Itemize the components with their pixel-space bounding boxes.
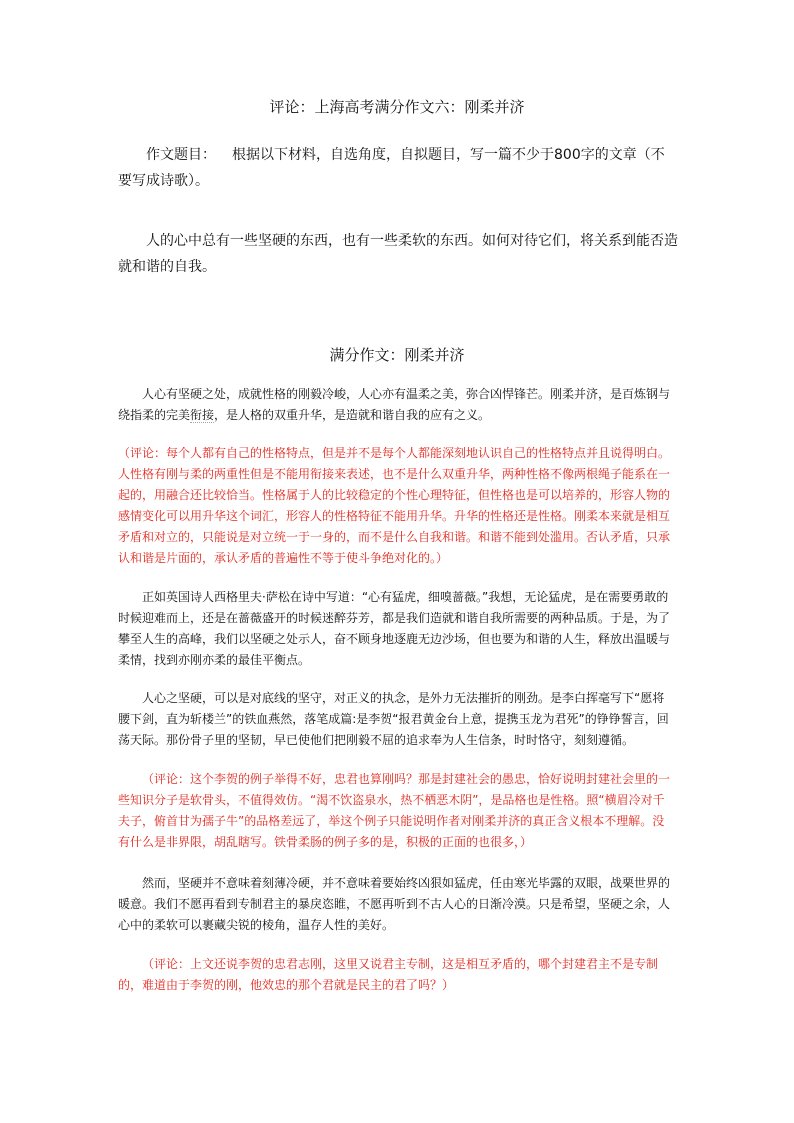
- paragraph-1-text-b: ，是人格的双重升华，是造就和谐自我的应有之义。: [214, 408, 491, 422]
- essay-paragraph-4: 然而，坚硬并不意味着刻薄冷硬，并不意味着要始终凶狠如猛虎，任由寒光毕露的双眼，战栗世界的暖意。我们不愿再看到专制君主的暴戾恣睢，不愿再听到不古人心的日渐冷漠。只是希望，坚硬之余，人心中的柔软可以裹藏尖锐的棱角，温存人性的美好。: [118, 876, 671, 932]
- prompt-material: 人的心中总有一些坚硬的东西，也有一些柔软的东西。如何对待它们，将关系到能否造就和谐的自我。: [118, 233, 678, 275]
- page-title: 评论：上海高考满分作文六：刚柔并济: [269, 98, 525, 116]
- essay-paragraph-1: [118, 384, 676, 426]
- comment-1: （评论：每个人都有自己的性格特点，但是并不是每个人都能深刻地认识自己的性格特点并且说得明白。人性格有刚与柔的两重性但是不能用衔接来表述，也不是什么双重升华，两种性格不像两根绳子能系在一起的，用融合还比较恰当。性格属于人的比较稳定的个性心理特征，但性格也是可以培养的，形容人物的感情变化可以用升华这个词汇，形容人的性格特征不能用升华。升华的性格还是性格。刚柔本来就是相互矛盾和对立的，只能说是对立统一于一身的，而不是什么自我和谐。和谐不能到处滥用。否认矛盾，只承认和谐是片面的，承认矛盾的普遍性不等于使斗争绝对化的。）: [118, 446, 671, 565]
- paragraph-1-text-a: 人心有坚硬之处，成就性格的刚毅冷峻，人心亦有温柔之美，弥合凶悍锋芒。刚柔并济，是百炼钢与绕指柔的完美: [118, 387, 671, 422]
- prompt-text: 根据以下材料，自选角度，自拟题目，写一篇不少于800字的文章（不要写成诗歌）。: [118, 147, 665, 189]
- prompt-label: 作文题目：: [146, 147, 216, 163]
- prompt-paragraph: [118, 142, 678, 194]
- essay-title: 满分作文：刚柔并济: [329, 346, 465, 364]
- comment-2: （评论：这个李贺的例子举得不好，忠君也算刚吗？那是封建社会的愚忠，恰好说明封建社会里的一些知识分子是软骨头，不值得效仿。“渴不饮盗泉水，热不栖恶木阴”，是品格也是性格。照“横眉冷对千夫子，俯首甘为孺子牛”的品格差远了，举这个例子只能说明作者对刚柔并济的真正含义根本不理解。没有什么是非界限，胡乱瞎写。铁骨柔肠的例子多的是，积极的正面的也很多，）: [118, 772, 671, 849]
- comment-3: （评论：上文还说李贺的忠君志刚，这里又说君主专制，这是相互矛盾的，哪个封建君主不是专制的，难道由于李贺的刚，他效忠的那个君就是民主的君了吗？）: [118, 957, 659, 992]
- essay-paragraph-3: 人心之坚硬，可以是对底线的坚守，对正义的执念，是外力无法摧折的刚劲。是李白挥毫写下“愿将腰下剑，直为斩楼兰”的铁血燕然，落笔成篇:是李贺“报君黄金台上意，提携玉龙为君死”的铮铮誓言，回荡天际。那份骨子里的坚韧，早已使他们把刚毅不屈的追求奉为人生信条，时时恪守，刻刻遵循。: [118, 691, 669, 747]
- highlighted-word: 衔接: [190, 408, 215, 422]
- essay-paragraph-2: 正如英国诗人西格里夫·萨松在诗中写道：“心有猛虎，细嗅蔷薇。”我想，无论猛虎，是在需要勇敢的时候迎难而上，还是在蔷薇盛开的时候迷醉芬芳，都是我们造就和谐自我所需要的两种品质。于是，为了攀至人生的高峰，我们以坚硬之处示人，奋不顾身地逐鹿无边沙场，但也要为和谐的人生，释放出温暖与柔情，找到亦刚亦柔的最佳平衡点。: [118, 590, 671, 667]
